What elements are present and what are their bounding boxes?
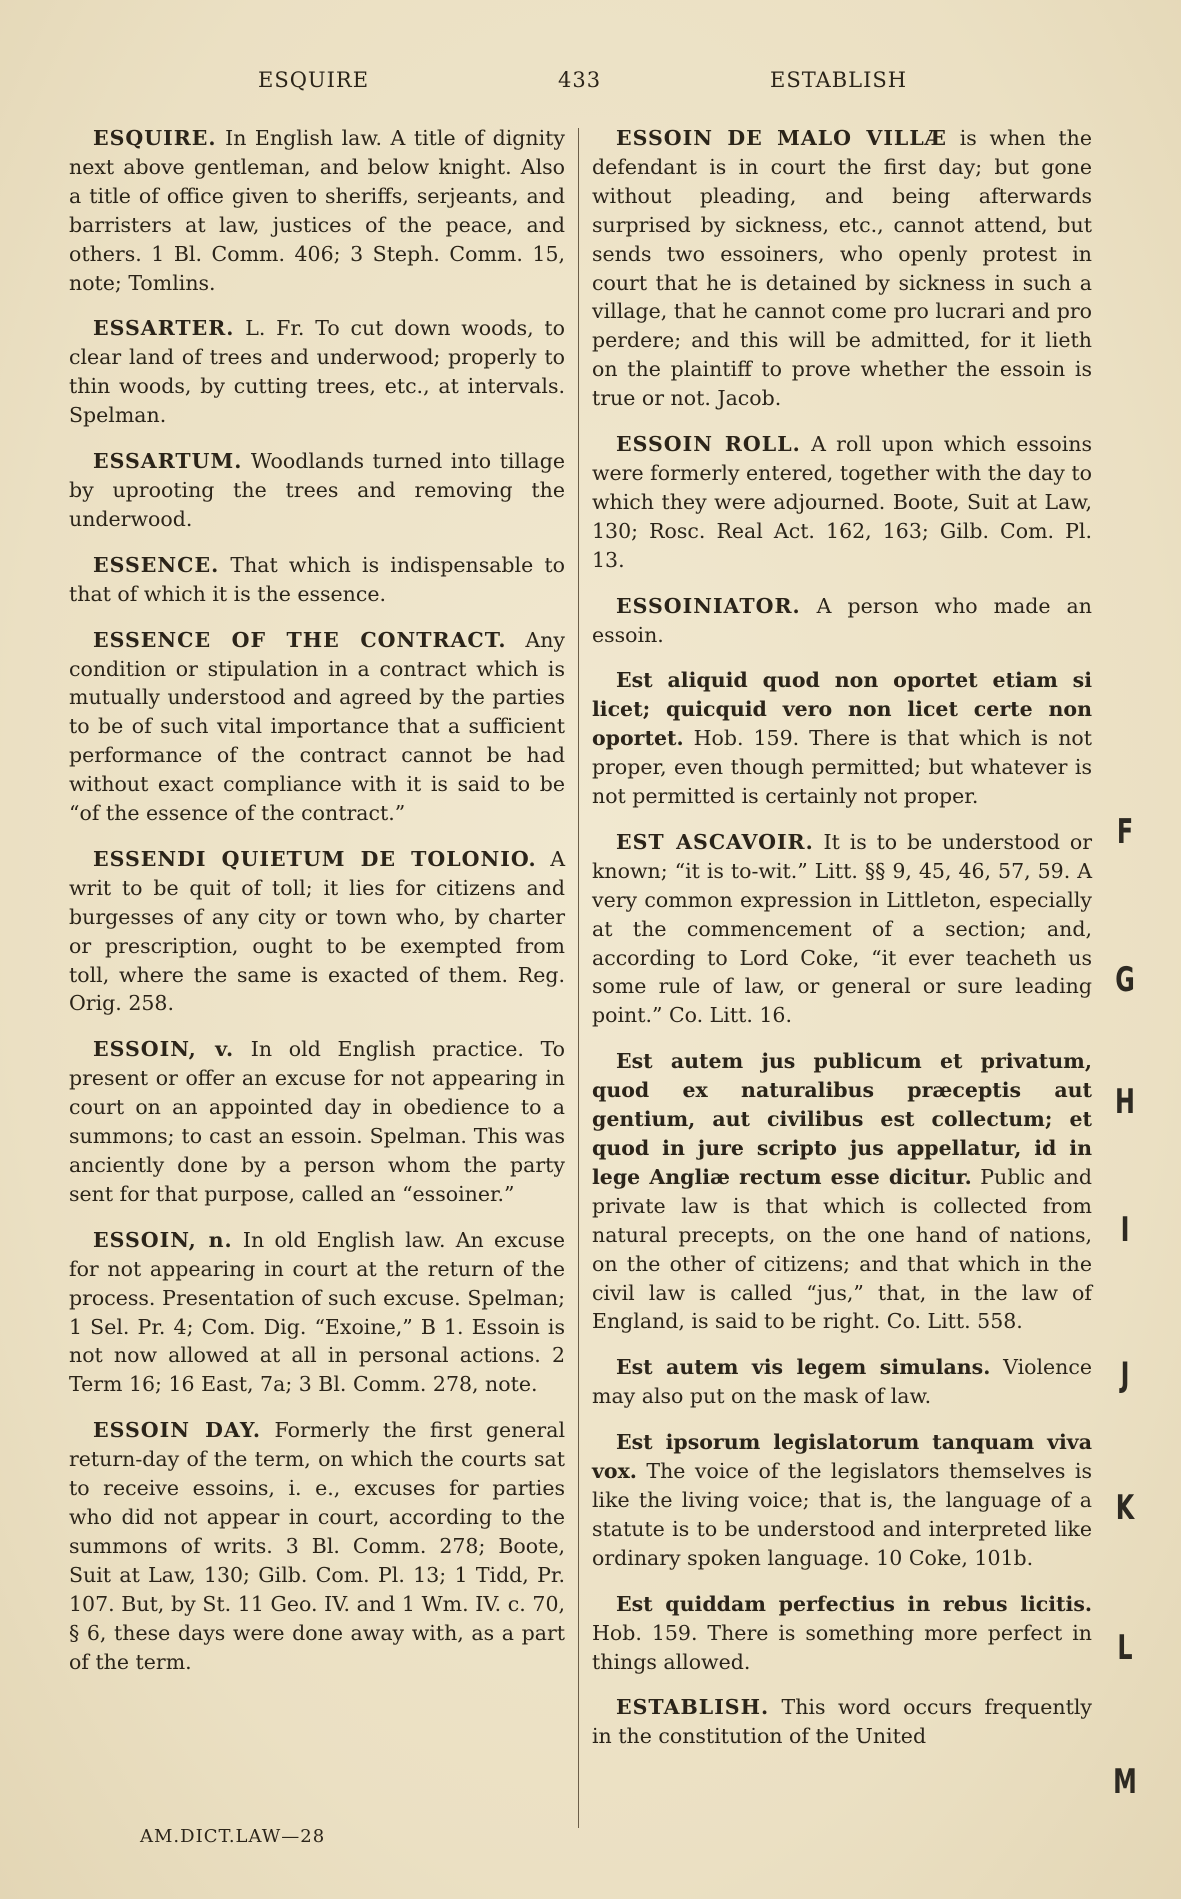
page-number: 433: [558, 68, 602, 92]
entry-maxim: Est ipsorum legislatorum tanquam viva vox.: [592, 1430, 1092, 1484]
thumb-index-letter: M: [1113, 1762, 1137, 1802]
entry-definition: A person who made an essoin.: [592, 593, 1092, 647]
entry-definition: is when the defendant is in court the first day; but gone without pleading, and being afterwards surprised by sickness, etc., cannot attend, but sends two essoiners, who openly protest in court that he is detained by sickness in such a village, that he cannot come pro lucrari and pro perdere; and this will be admitted, for it lieth on the plaintiff to prove whether the essoin is true or not. Jacob.: [592, 126, 1092, 411]
entry-headword: ESSOIN ROLL.: [616, 432, 801, 457]
dictionary-entry: [69, 314, 565, 430]
entry-headword: ESSOIN, n.: [93, 1227, 233, 1252]
entry-headword: ESSENCE OF THE CONTRACT.: [93, 627, 507, 652]
running-header: [70, 68, 1090, 100]
entry-definition: Violence may also put on the mask of law.: [592, 1355, 1092, 1409]
dictionary-entry: [69, 1416, 565, 1676]
entry-headword: ESSOIN DAY.: [93, 1418, 261, 1443]
dictionary-entry: [69, 551, 565, 609]
entry-headword: ESSOIN DE MALO VILLÆ: [616, 126, 947, 150]
entry-definition: In old English practice. To present or offer an excuse for not appearing in court on an appointed day in obedience to a summons; to cast an essoin. Spelman. This was anciently done by a person whom the party sent for that purpose, called an “essoiner.”: [69, 1037, 565, 1206]
column-divider: [578, 128, 579, 1828]
entry-headword: ESTABLISH.: [616, 1695, 770, 1720]
thumb-index-letter: F: [1116, 812, 1134, 852]
entry-definition: In old English law. An excuse for not appearing in court at the return of the process. Presentation of such excuse. Spelman; 1 Sel. Pr. 4; Com. Dig. “Exoine,” B 1. Essoin is not now allowed at all in personal actions. 2 Term 16; 16 East, 7a; 3 Bl. Comm. 278, note.: [69, 1227, 565, 1397]
dictionary-entry: [592, 1693, 1092, 1751]
thumb-index-letter: H: [1115, 1082, 1135, 1122]
dictionary-entry: [592, 1590, 1092, 1677]
entry-maxim: Est aliquid quod non oportet etiam si licet; quicquid vero non licet certe non oportet.: [592, 668, 1092, 751]
dictionary-entry: [592, 1047, 1092, 1336]
dictionary-entry: [592, 592, 1092, 650]
entry-definition: The voice of the legislators themselves is like the living voice; that is, the language of a statute is to be understood and interpreted like ordinary spoken language. 10 Coke, 101b.: [592, 1459, 1092, 1570]
dictionary-entry: [69, 1035, 565, 1208]
entry-definition: Any condition or stipulation in a contract which is mutually understood and agreed by the parties to be of such vital importance that a sufficient performance of the contract cannot be had without exact compliance with it is said to be “of the essence of the contract.”: [69, 627, 565, 826]
entry-definition: Formerly the first general return-day of the term, on which the courts sat to receive essoins, i. e., excuses for parties who did not appear in court, according to the summons of writs. 3 Bl. Comm. 278; Boote, Suit at Law, 130; Gilb. Com. Pl. 13; 1 Tidd, Pr. 107. But, by St. 11 Geo. IV. and 1 Wm. IV. c. 70, § 6, these days were done away with, as a part of the term.: [69, 1418, 565, 1674]
header-right-guide-word: ESTABLISH: [770, 68, 908, 92]
dictionary-entry: [69, 1226, 565, 1399]
entry-maxim: Est autem jus publicum et privatum, quod ex naturalibus præceptis aut gentium, aut civilibus est collectum; et quod in jure scripto jus appellatur, id in lege Angliæ rectum esse dicitur.: [592, 1049, 1092, 1189]
entry-headword: ESSOINIATOR.: [616, 593, 801, 618]
thumb-index-letter: J: [1120, 1355, 1130, 1395]
entry-headword: ESSENDI QUIETUM DE TOLONIO.: [93, 846, 537, 871]
dictionary-entry: [69, 626, 565, 828]
entry-definition: That which is indispensable to that of which it is the essence.: [69, 552, 565, 606]
entry-definition: L. Fr. To cut down woods, to clear land of trees and underwood; properly to thin woods, by cutting trees, etc., at intervals. Spelman.: [69, 316, 565, 428]
entry-headword: ESSOIN, v.: [93, 1037, 235, 1062]
dictionary-entry: [69, 845, 565, 1018]
entry-definition: Woodlands turned into tillage by uprooting the trees and removing the underwood.: [69, 449, 565, 531]
entry-definition: Public and private law is that which is collected from natural precepts, on the one hand of nations, on the other of citizens; and that which in the civil law is called “jus,” that, in the law of England, is said to be right. Co. Litt. 558.: [592, 1164, 1092, 1334]
entry-definition: A writ to be quit of toll; it lies for citizens and burgesses of any city or town who, by charter or prescription, ought to be exempted from toll, where the same is exacted of them. Reg. Orig. 258.: [69, 846, 565, 1016]
entry-maxim: Est quiddam perfectius in rebus licitis.: [616, 1591, 1092, 1616]
thumb-index-letter: G: [1115, 960, 1135, 1000]
left-column: [69, 124, 565, 1693]
entry-maxim: Est autem vis legem simulans.: [616, 1355, 991, 1380]
entry-headword: ESQUIRE.: [93, 126, 217, 150]
entry-definition: In English law. A title of dignity next above gentleman, and below knight. Also a title of office given to sheriffs, serjeants, and barristers at law, justices of the peace, and others. 1 Bl. Comm. 406; 3 Steph. Comm. 15, note; Tomlins.: [69, 126, 565, 295]
thumb-index-letter: K: [1115, 1488, 1135, 1528]
dictionary-entry: [592, 430, 1092, 575]
entry-headword: EST ASCAVOIR.: [616, 829, 814, 854]
entry-headword: ESSENCE.: [93, 552, 220, 577]
thumb-index-letter: I: [1120, 1210, 1130, 1250]
dictionary-entry: [592, 828, 1092, 1030]
thumb-index-letter: L: [1117, 1628, 1133, 1668]
entry-definition: This word occurs frequently in the constitution of the United: [592, 1695, 1092, 1749]
entry-definition: A roll upon which essoins were formerly entered, together with the day to which they were adjourned. Boote, Suit at Law, 130; Rosc. Real Act. 162, 163; Gilb. Com. Pl. 13.: [592, 432, 1093, 572]
signature-footer: AM.DICT.LAW—28: [140, 1826, 326, 1847]
dictionary-entry: [592, 1428, 1092, 1573]
entry-definition: It is to be understood or known; “it is to-wit.” Litt. §§ 9, 45, 46, 57, 59. A very common expression in Littleton, especially at the commencement of a section; and, according to Lord Coke, “it ever teacheth us some rule of law, or general or sure leading point.” Co. Litt. 16.: [592, 829, 1093, 1028]
entry-headword: ESSARTER.: [93, 316, 235, 341]
entry-headword: ESSARTUM.: [93, 449, 243, 474]
header-left-guide-word: ESQUIRE: [258, 68, 370, 92]
dictionary-entry: [69, 447, 565, 534]
entry-definition: Hob. 159. There is that which is not proper, even though permitted; but whatever is not permitted is certainly not proper.: [592, 726, 1092, 809]
right-column: [592, 124, 1092, 1768]
dictionary-entry: [592, 124, 1092, 413]
entry-definition: Hob. 159. There is something more perfect in things allowed.: [592, 1620, 1092, 1674]
dictionary-entry: [592, 1353, 1092, 1411]
dictionary-entry: [69, 124, 565, 297]
dictionary-entry: [592, 666, 1092, 811]
